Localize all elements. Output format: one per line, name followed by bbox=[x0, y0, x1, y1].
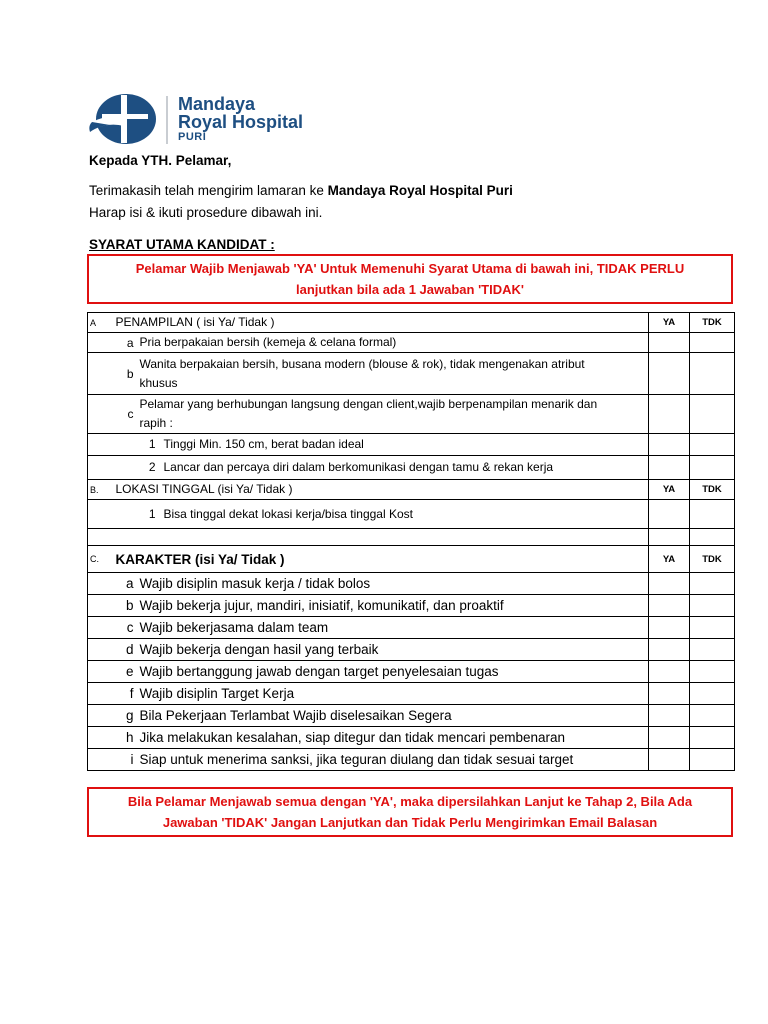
thanks-prefix: Terimakasih telah mengirim lamaran ke bbox=[89, 183, 328, 198]
section-a-header bbox=[88, 313, 735, 333]
answer-ya-cell[interactable] bbox=[649, 500, 690, 529]
item-key: i bbox=[112, 749, 138, 771]
col-tdk-b: TDK bbox=[690, 480, 735, 500]
logo-line-2: Royal Hospital bbox=[178, 112, 304, 132]
item-key: e bbox=[112, 661, 138, 683]
answer-ya-cell[interactable] bbox=[649, 617, 690, 639]
logo-divider bbox=[166, 96, 168, 144]
section-a-row bbox=[88, 395, 735, 434]
item-text: Bila Pekerjaan Terlambat Wajib diselesaikan Segera bbox=[138, 705, 649, 727]
section-c-title: KARAKTER (isi Ya/ Tidak ) bbox=[115, 551, 285, 567]
requirements-title: SYARAT UTAMA KANDIDAT : bbox=[89, 237, 275, 252]
notice-top-line-1: Pelamar Wajib Menjawab 'YA' Untuk Memenuhi Syarat Utama di bawah ini, TIDAK PERLU bbox=[135, 261, 685, 276]
item-text-line-2: rapih : bbox=[139, 416, 173, 430]
col-tdk-a: TDK bbox=[690, 313, 735, 333]
answer-ya-cell[interactable] bbox=[649, 456, 690, 480]
section-b-id: B. bbox=[88, 480, 112, 500]
item-key: a bbox=[112, 333, 138, 353]
answer-tdk-cell[interactable] bbox=[690, 353, 735, 395]
item-key: b bbox=[112, 595, 138, 617]
answer-tdk-cell[interactable] bbox=[690, 434, 735, 456]
instruction-line: Harap isi & ikuti prosedure dibawah ini. bbox=[89, 205, 323, 220]
answer-ya-cell[interactable] bbox=[649, 639, 690, 661]
logo-line-3: PURI bbox=[178, 131, 207, 143]
sub-item-text: Bisa tinggal dekat lokasi kerja/bisa tinggal Kost bbox=[163, 506, 413, 521]
item-key: c bbox=[112, 395, 138, 434]
notice-top-line-2: lanjutkan bila ada 1 Jawaban 'TIDAK' bbox=[296, 282, 524, 297]
section-a-title: PENAMPILAN ( isi Ya/ Tidak ) bbox=[115, 315, 275, 329]
item-text-line-1: Wanita berpakaian bersih, busana modern (blouse & rok), tidak mengenakan atribut bbox=[139, 356, 585, 371]
item-text: Jika melakukan kesalahan, siap ditegur dan tidak mencari pembenaran bbox=[138, 727, 649, 749]
answer-tdk-cell[interactable] bbox=[690, 595, 735, 617]
answer-tdk-cell[interactable] bbox=[690, 749, 735, 771]
section-c-id: C. bbox=[88, 546, 112, 573]
section-a-row bbox=[88, 333, 735, 353]
answer-ya-cell[interactable] bbox=[649, 434, 690, 456]
section-a-id: A bbox=[88, 313, 112, 333]
answer-tdk-cell[interactable] bbox=[690, 333, 735, 353]
sub-item-key: 1 bbox=[148, 506, 156, 521]
answer-ya-cell[interactable] bbox=[649, 661, 690, 683]
section-c-row bbox=[88, 727, 735, 749]
sub-item-key: 1 bbox=[148, 437, 156, 451]
answer-tdk-cell[interactable] bbox=[690, 456, 735, 480]
answer-ya-cell[interactable] bbox=[649, 705, 690, 727]
item-key: h bbox=[112, 727, 138, 749]
answer-ya-cell[interactable] bbox=[649, 573, 690, 595]
section-b-row bbox=[88, 500, 735, 529]
item-text-line-2: khusus bbox=[139, 375, 178, 390]
criteria-table bbox=[87, 312, 735, 771]
answer-ya-cell[interactable] bbox=[649, 353, 690, 395]
item-key: g bbox=[112, 705, 138, 727]
notice-bottom-line-2: Jawaban 'TIDAK' Jangan Lanjutkan dan Tidak Perlu Mengirimkan Email Balasan bbox=[162, 815, 658, 830]
answer-tdk-cell[interactable] bbox=[690, 573, 735, 595]
answer-tdk-cell[interactable] bbox=[690, 683, 735, 705]
notice-bottom-line-1: Bila Pelamar Menjawab semua dengan 'YA', maka dipersilahkan Lanjut ke Tahap 2, Bila Ada bbox=[127, 794, 693, 809]
item-key: a bbox=[112, 573, 138, 595]
answer-ya-cell[interactable] bbox=[649, 595, 690, 617]
section-c-row bbox=[88, 661, 735, 683]
section-c-header bbox=[88, 546, 735, 573]
section-c-row bbox=[88, 749, 735, 771]
answer-tdk-cell[interactable] bbox=[690, 639, 735, 661]
answer-ya-cell[interactable] bbox=[649, 333, 690, 353]
answer-ya-cell[interactable] bbox=[649, 749, 690, 771]
item-text: Siap untuk menerima sanksi, jika teguran diulang dan tidak sesuai target bbox=[138, 749, 649, 771]
sub-item-text: Tinggi Min. 150 cm, berat badan ideal bbox=[163, 437, 364, 451]
answer-ya-cell[interactable] bbox=[649, 727, 690, 749]
item-text: Wajib bekerja jujur, mandiri, inisiatif, komunikatif, dan proaktif bbox=[138, 595, 649, 617]
answer-ya-cell[interactable] bbox=[649, 395, 690, 434]
section-c-row bbox=[88, 573, 735, 595]
item-key: c bbox=[112, 617, 138, 639]
section-a-subrow bbox=[88, 434, 735, 456]
sub-item-text: Lancar dan percaya diri dalam berkomunikasi dengan tamu & rekan kerja bbox=[163, 460, 554, 474]
greeting: Kepada YTH. Pelamar, bbox=[89, 153, 232, 168]
item-text-line-1: Pelamar yang berhubungan langsung dengan client,wajib berpenampilan menarik dan bbox=[139, 397, 598, 411]
item-text: Wajib disiplin Target Kerja bbox=[138, 683, 649, 705]
item-text: Wajib disiplin masuk kerja / tidak bolos bbox=[138, 573, 649, 595]
thanks-line bbox=[89, 183, 513, 198]
section-c-row bbox=[88, 705, 735, 727]
item-key: b bbox=[112, 353, 138, 395]
logo-line-1: Mandaya bbox=[178, 94, 256, 114]
section-c-row bbox=[88, 617, 735, 639]
col-ya-a: YA bbox=[649, 313, 690, 333]
answer-tdk-cell[interactable] bbox=[690, 617, 735, 639]
hospital-emblem-icon bbox=[88, 92, 158, 148]
section-a-row bbox=[88, 353, 735, 395]
section-b-header bbox=[88, 480, 735, 500]
item-text: Wajib bekerjasama dalam team bbox=[138, 617, 649, 639]
item-text: Wajib bertanggung jawab dengan target penyelesaian tugas bbox=[138, 661, 649, 683]
item-key: f bbox=[112, 683, 138, 705]
section-c-row bbox=[88, 683, 735, 705]
col-tdk-c: TDK bbox=[690, 546, 735, 573]
answer-tdk-cell[interactable] bbox=[690, 395, 735, 434]
answer-tdk-cell[interactable] bbox=[690, 661, 735, 683]
notice-bottom bbox=[87, 787, 733, 837]
item-text: Pria berpakaian bersih (kemeja & celana formal) bbox=[138, 333, 649, 353]
section-a-subrow bbox=[88, 456, 735, 480]
sub-item-key: 2 bbox=[148, 460, 156, 474]
hospital-name: Mandaya Royal Hospital Puri bbox=[327, 183, 513, 198]
answer-tdk-cell[interactable] bbox=[690, 705, 735, 727]
section-c-row bbox=[88, 595, 735, 617]
col-ya-b: YA bbox=[649, 480, 690, 500]
answer-tdk-cell[interactable] bbox=[690, 727, 735, 749]
answer-ya-cell[interactable] bbox=[649, 683, 690, 705]
section-b-title: LOKASI TINGGAL (isi Ya/ Tidak ) bbox=[115, 482, 293, 496]
item-key: d bbox=[112, 639, 138, 661]
answer-tdk-cell[interactable] bbox=[690, 500, 735, 529]
col-ya-c: YA bbox=[649, 546, 690, 573]
notice-top bbox=[87, 254, 733, 304]
item-text: Wajib bekerja dengan hasil yang terbaik bbox=[138, 639, 649, 661]
section-c-row bbox=[88, 639, 735, 661]
spacer-row bbox=[88, 529, 735, 546]
hospital-logo bbox=[88, 92, 328, 148]
